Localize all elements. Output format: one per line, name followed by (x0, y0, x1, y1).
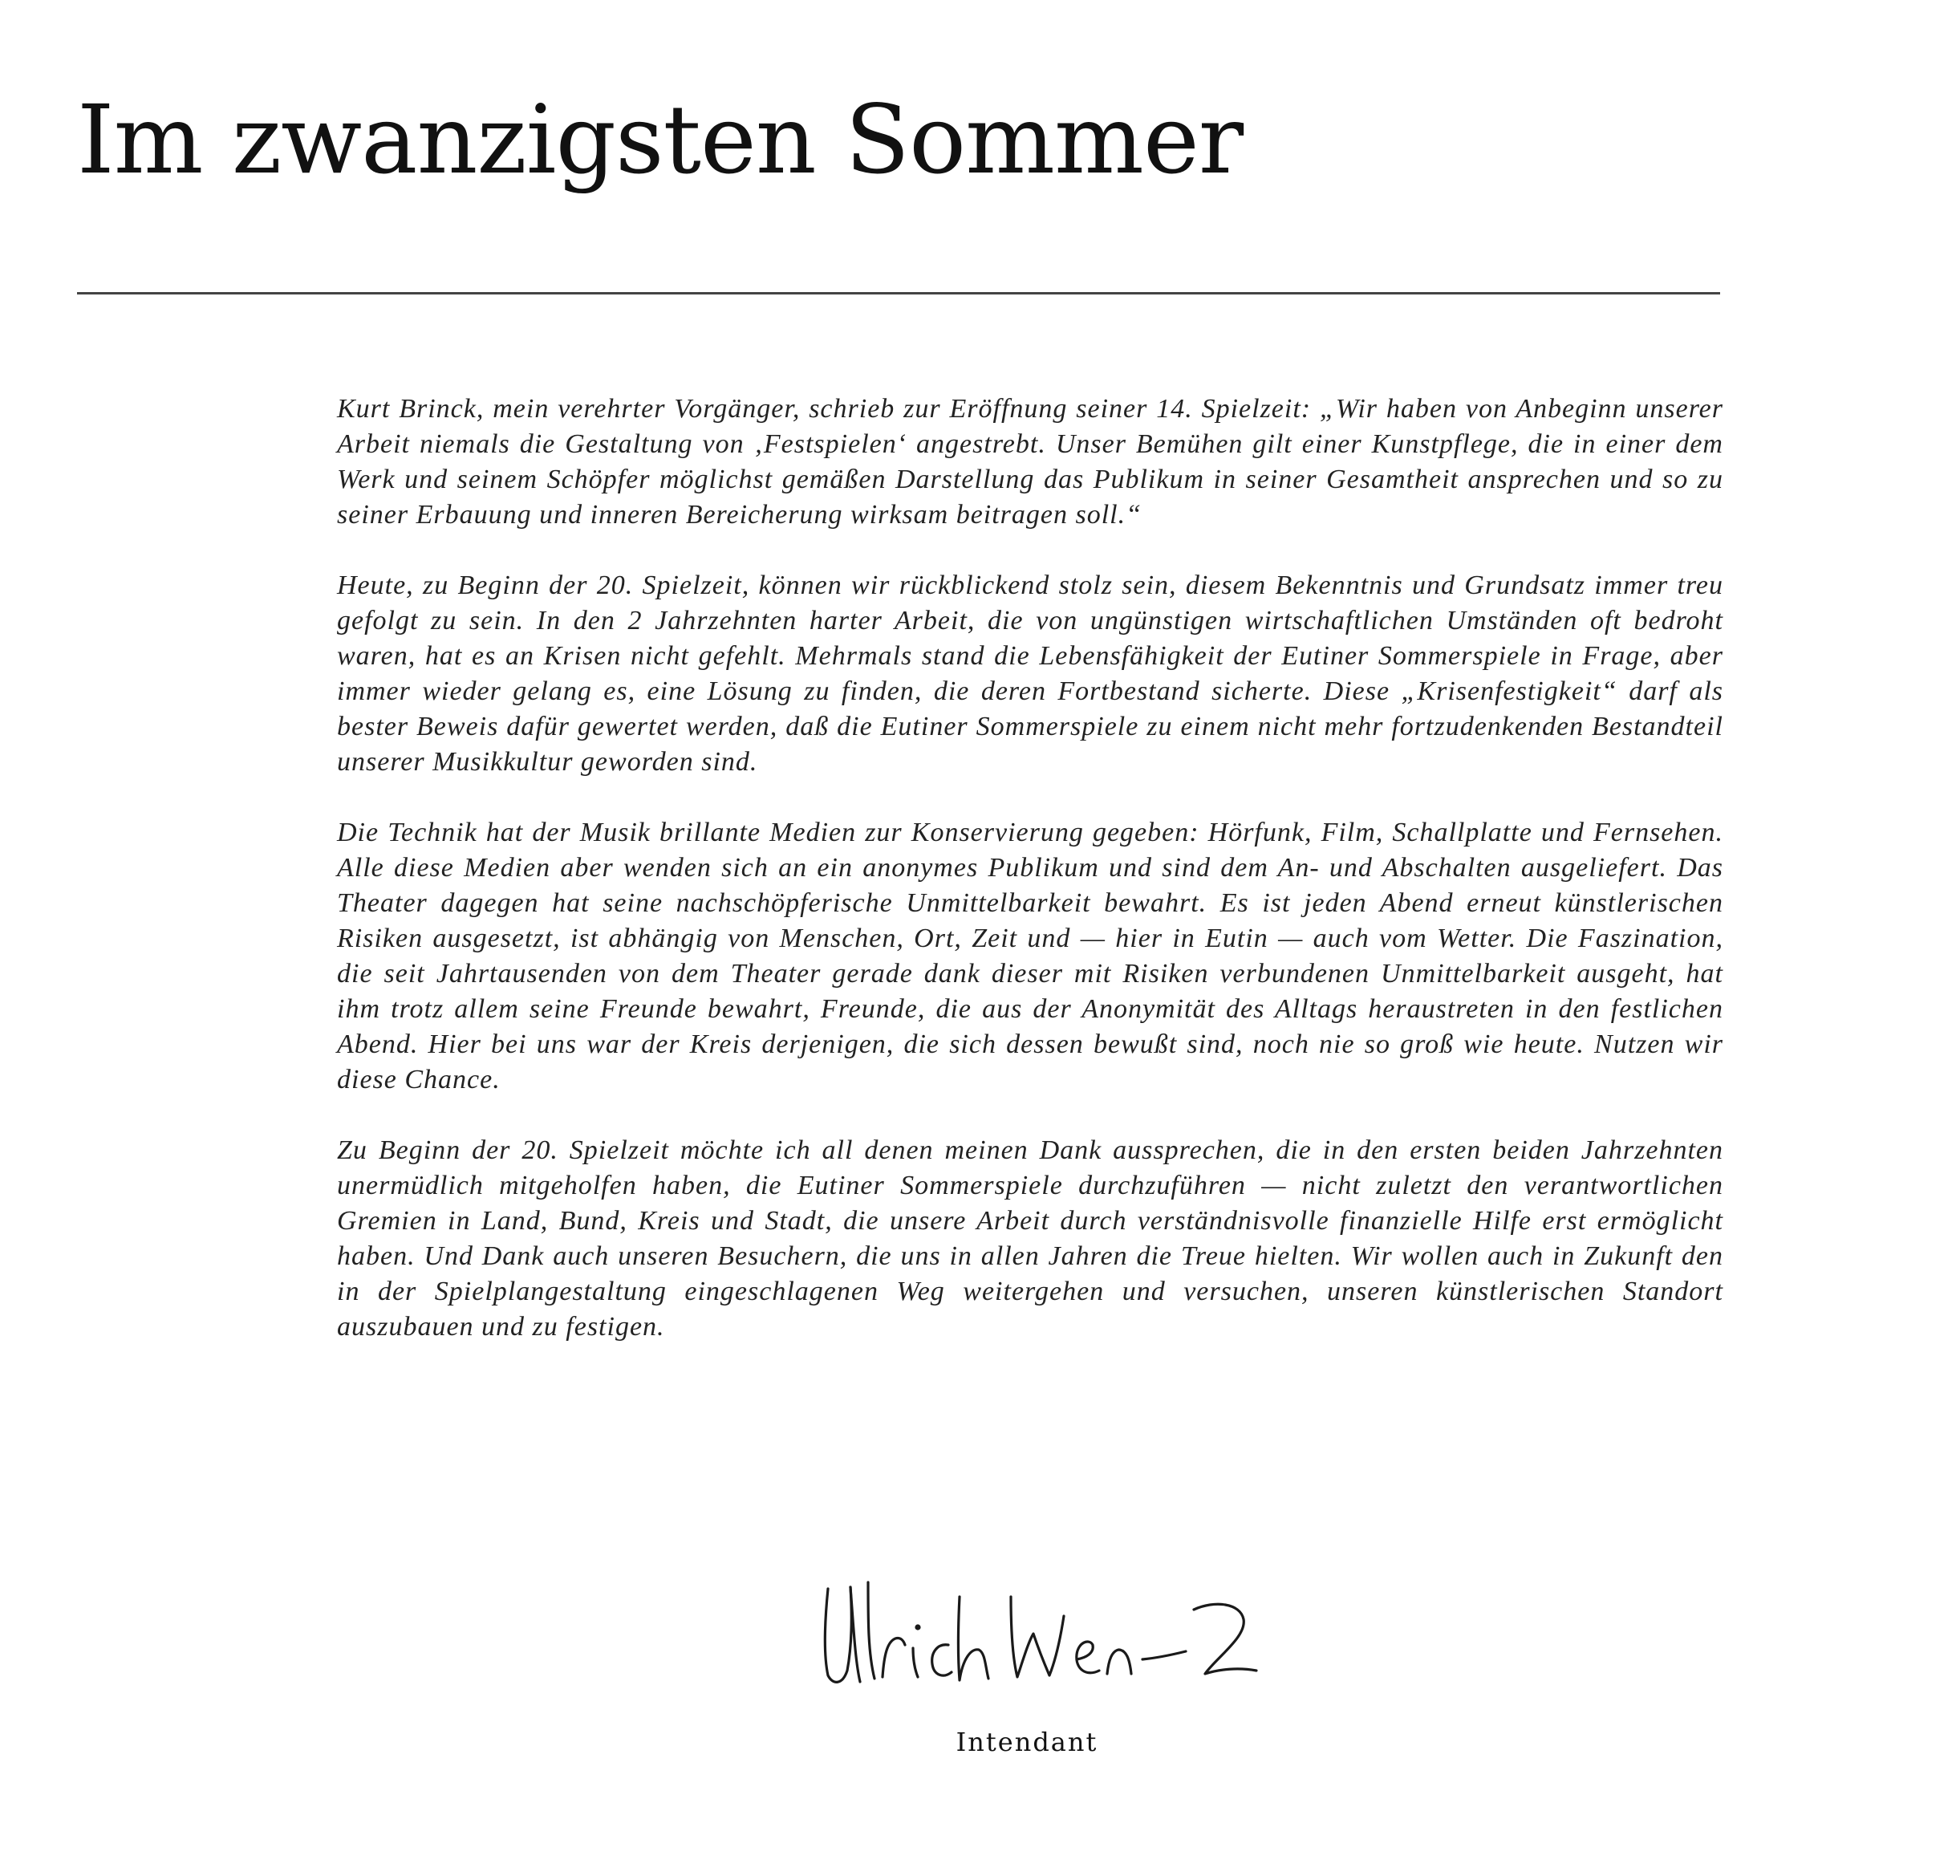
handwritten-signature (810, 1565, 1276, 1709)
paragraph-2: Heute, zu Beginn der 20. Spielzeit, können wir rückblickend stolz sein, diesem Bekenntnis und Grundsatz immer treu gefolgt zu sein. In den 2 Jahrzehnten harter Arbeit, die von ungünstigen wirtschaftlichen Umständen oft bedroht waren, hat es an Krisen nicht gefehlt. Mehrmals stand die Lebensfähigkeit der Eutiner Sommerspiele in Frage, aber immer wieder gelang es, eine Lösung zu finden, die deren Fortbestand sicherte. Diese „Krisenfestigkeit“ darf als bester Beweis dafür gewertet werden, daß die Eutiner Sommerspiele zu einem nicht mehr fortzudenkenden Bestandteil unserer Musikkultur geworden sind. (337, 571, 1723, 777)
paragraph-1: Kurt Brinck, mein verehrter Vorgänger, schrieb zur Eröffnung seiner 14. Spielzeit: „Wir haben von Anbeginn unserer Arbeit niemals die Gestaltung von ‚Festspielen‘ angestrebt. Unser Bemühen gilt einer Kunstpflege, die in einer dem Werk und seinem Schöpfer möglichst gemäßen Darstellung das Publikum in seiner Gesamtheit ansprechen und so zu seiner Erbauung und inneren Bereicherung wirksam beitragen soll.“ (337, 394, 1723, 530)
title-divider (77, 292, 1720, 294)
body-text (337, 392, 1723, 1380)
page-title: Im zwanzigsten Sommer (77, 84, 1244, 195)
paragraph-3: Die Technik hat der Musik brillante Medien zur Konservierung gegeben: Hörfunk, Film, Schallplatte und Fernsehen. Alle diese Medien aber wenden sich an ein anonymes Publikum und sind dem An- und Abschalten ausgeliefert. Das Theater dagegen hat seine nachschöpferische Unmittelbarkeit bewahrt. Es ist jeden Abend erneut künstlerischen Risiken ausgesetzt, ist abhängig von Menschen, Ort, Zeit und — hier in Eutin — auch vom Wetter. Die Faszination, die seit Jahrtausenden von dem Theater gerade dank dieser mit Risiken verbundenen Unmittelbarkeit ausgeht, hat ihm trotz allem seine Freunde bewahrt, Freunde, die aus der Anonymität des Alltags heraustreten in den festlichen Abend. Hier bei uns war der Kreis derjenigen, die sich dessen bewußt sind, noch nie so groß wie heute. Nutzen wir diese Chance. (337, 818, 1723, 1094)
signature-role: Intendant (956, 1727, 1098, 1757)
paragraph-4: Zu Beginn der 20. Spielzeit möchte ich all denen meinen Dank aussprechen, die in den ersten beiden Jahrzehnten unermüdlich mitgeholfen haben, die Eutiner Sommerspiele durchzuführen — nicht zuletzt den verantwortlichen Gremien in Land, Bund, Kreis und Stadt, die unsere Arbeit durch verständnisvolle finanzielle Hilfe erst ermöglicht haben. Und Dank auch unseren Besuchern, die uns in allen Jahren die Treue hielten. Wir wollen auch in Zukunft den in der Spielplangestaltung eingeschlagenen Weg weitergehen und versuchen, unseren künstlerischen Standort auszubauen und zu festigen. (337, 1135, 1723, 1342)
